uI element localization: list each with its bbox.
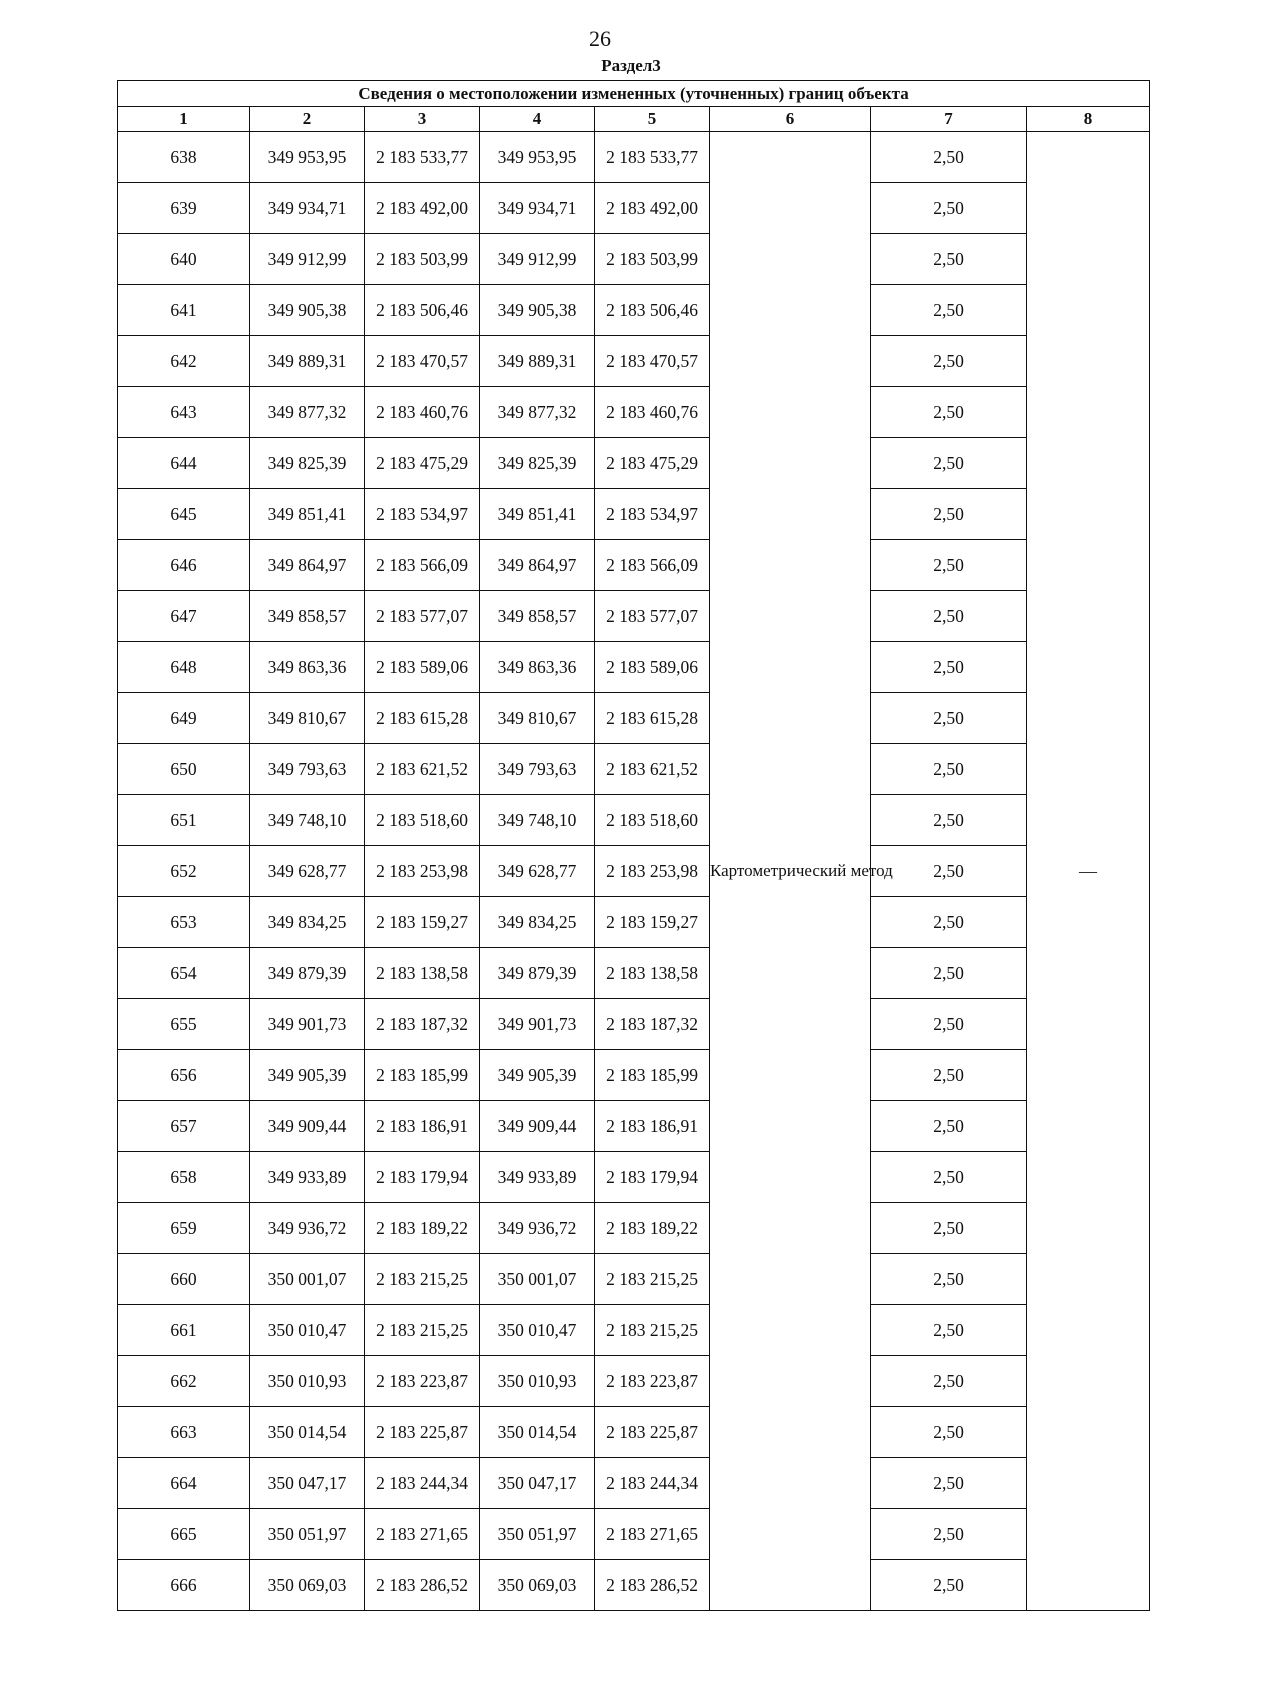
accuracy-cell: 2,50: [871, 1050, 1027, 1101]
accuracy-cell: 2,50: [871, 1152, 1027, 1203]
column-number: 7: [871, 107, 1027, 132]
table-row: [118, 489, 1150, 540]
x-old-cell: 349 905,38: [250, 285, 365, 336]
y-new-cell: 2 183 589,06: [595, 642, 710, 693]
x-old-cell: 349 936,72: [250, 1203, 365, 1254]
accuracy-cell: 2,50: [871, 1560, 1027, 1611]
accuracy-cell: 2,50: [871, 591, 1027, 642]
x-old-cell: 349 748,10: [250, 795, 365, 846]
y-old-cell: 2 183 215,25: [365, 1305, 480, 1356]
x-new-cell: 350 051,97: [480, 1509, 595, 1560]
point-number-cell: 647: [118, 591, 250, 642]
table-row: [118, 693, 1150, 744]
y-new-cell: 2 183 215,25: [595, 1254, 710, 1305]
x-new-cell: 350 014,54: [480, 1407, 595, 1458]
point-number-cell: 663: [118, 1407, 250, 1458]
x-old-cell: 350 047,17: [250, 1458, 365, 1509]
column-number: 4: [480, 107, 595, 132]
table-row: [118, 285, 1150, 336]
point-number-cell: 643: [118, 387, 250, 438]
y-old-cell: 2 183 518,60: [365, 795, 480, 846]
x-old-cell: 350 001,07: [250, 1254, 365, 1305]
point-number-cell: 646: [118, 540, 250, 591]
table-row: [118, 438, 1150, 489]
accuracy-cell: 2,50: [871, 540, 1027, 591]
x-old-cell: 349 905,39: [250, 1050, 365, 1101]
x-new-cell: 349 934,71: [480, 183, 595, 234]
x-old-cell: 349 858,57: [250, 591, 365, 642]
point-number-cell: 657: [118, 1101, 250, 1152]
point-number-cell: 661: [118, 1305, 250, 1356]
x-old-cell: 349 834,25: [250, 897, 365, 948]
y-new-cell: 2 183 286,52: [595, 1560, 710, 1611]
table-title: Сведения о местоположении измененных (уточненных) границ объекта: [118, 81, 1150, 107]
y-new-cell: 2 183 159,27: [595, 897, 710, 948]
point-number-cell: 640: [118, 234, 250, 285]
table-row: [118, 591, 1150, 642]
x-old-cell: 349 810,67: [250, 693, 365, 744]
y-new-cell: 2 183 179,94: [595, 1152, 710, 1203]
x-old-cell: 349 877,32: [250, 387, 365, 438]
y-new-cell: 2 183 223,87: [595, 1356, 710, 1407]
table-row: [118, 1560, 1150, 1611]
table-row: [118, 1152, 1150, 1203]
point-number-cell: 645: [118, 489, 250, 540]
x-old-cell: 350 010,93: [250, 1356, 365, 1407]
x-new-cell: 349 933,89: [480, 1152, 595, 1203]
table-row: [118, 846, 1150, 897]
y-old-cell: 2 183 566,09: [365, 540, 480, 591]
x-old-cell: 349 864,97: [250, 540, 365, 591]
point-number-cell: 641: [118, 285, 250, 336]
column-number: 6: [710, 107, 871, 132]
x-old-cell: 349 793,63: [250, 744, 365, 795]
x-old-cell: 349 628,77: [250, 846, 365, 897]
table-row: [118, 1254, 1150, 1305]
table-row: [118, 1050, 1150, 1101]
point-number-cell: 652: [118, 846, 250, 897]
accuracy-cell: 2,50: [871, 1305, 1027, 1356]
x-new-cell: 349 825,39: [480, 438, 595, 489]
accuracy-cell: 2,50: [871, 999, 1027, 1050]
point-number-cell: 651: [118, 795, 250, 846]
y-old-cell: 2 183 286,52: [365, 1560, 480, 1611]
y-new-cell: 2 183 475,29: [595, 438, 710, 489]
table-row: [118, 1305, 1150, 1356]
point-number-cell: 659: [118, 1203, 250, 1254]
table-row: [118, 1407, 1150, 1458]
y-old-cell: 2 183 225,87: [365, 1407, 480, 1458]
x-new-cell: 349 905,39: [480, 1050, 595, 1101]
y-new-cell: 2 183 138,58: [595, 948, 710, 999]
accuracy-cell: 2,50: [871, 234, 1027, 285]
y-new-cell: 2 183 186,91: [595, 1101, 710, 1152]
x-new-cell: 349 936,72: [480, 1203, 595, 1254]
accuracy-cell: 2,50: [871, 1254, 1027, 1305]
point-number-cell: 638: [118, 132, 250, 183]
table-row: [118, 948, 1150, 999]
y-old-cell: 2 183 189,22: [365, 1203, 480, 1254]
x-new-cell: 349 905,38: [480, 285, 595, 336]
accuracy-cell: 2,50: [871, 1101, 1027, 1152]
x-old-cell: 349 953,95: [250, 132, 365, 183]
accuracy-cell: 2,50: [871, 183, 1027, 234]
y-new-cell: 2 183 189,22: [595, 1203, 710, 1254]
column-number: 8: [1027, 107, 1150, 132]
x-new-cell: 349 834,25: [480, 897, 595, 948]
table-row: [118, 1509, 1150, 1560]
table-row: [118, 1101, 1150, 1152]
table-row: [118, 1458, 1150, 1509]
y-new-cell: 2 183 492,00: [595, 183, 710, 234]
y-new-cell: 2 183 566,09: [595, 540, 710, 591]
point-number-cell: 658: [118, 1152, 250, 1203]
table-row: [118, 999, 1150, 1050]
accuracy-cell: 2,50: [871, 285, 1027, 336]
x-new-cell: 350 069,03: [480, 1560, 595, 1611]
table-row: [118, 1356, 1150, 1407]
point-number-cell: 644: [118, 438, 250, 489]
table-row: [118, 540, 1150, 591]
y-new-cell: 2 183 533,77: [595, 132, 710, 183]
x-new-cell: 349 889,31: [480, 336, 595, 387]
x-old-cell: 349 901,73: [250, 999, 365, 1050]
x-new-cell: 349 877,32: [480, 387, 595, 438]
accuracy-cell: 2,50: [871, 489, 1027, 540]
point-number-cell: 656: [118, 1050, 250, 1101]
x-old-cell: 350 069,03: [250, 1560, 365, 1611]
point-number-cell: 650: [118, 744, 250, 795]
accuracy-cell: 2,50: [871, 846, 1027, 897]
table-row: [118, 897, 1150, 948]
column-number: 1: [118, 107, 250, 132]
x-old-cell: 349 851,41: [250, 489, 365, 540]
y-new-cell: 2 183 470,57: [595, 336, 710, 387]
y-old-cell: 2 183 138,58: [365, 948, 480, 999]
table-row: [118, 183, 1150, 234]
table-row: [118, 795, 1150, 846]
point-number-cell: 655: [118, 999, 250, 1050]
x-old-cell: 350 014,54: [250, 1407, 365, 1458]
y-new-cell: 2 183 518,60: [595, 795, 710, 846]
table-row: [118, 387, 1150, 438]
y-new-cell: 2 183 506,46: [595, 285, 710, 336]
point-number-cell: 660: [118, 1254, 250, 1305]
x-old-cell: 350 010,47: [250, 1305, 365, 1356]
coordinates-table: [117, 80, 1150, 1611]
accuracy-cell: 2,50: [871, 1509, 1027, 1560]
x-new-cell: 349 628,77: [480, 846, 595, 897]
x-new-cell: 350 010,47: [480, 1305, 595, 1356]
x-new-cell: 349 912,99: [480, 234, 595, 285]
y-old-cell: 2 183 492,00: [365, 183, 480, 234]
accuracy-cell: 2,50: [871, 438, 1027, 489]
y-new-cell: 2 183 271,65: [595, 1509, 710, 1560]
y-old-cell: 2 183 223,87: [365, 1356, 480, 1407]
y-new-cell: 2 183 615,28: [595, 693, 710, 744]
x-old-cell: 349 933,89: [250, 1152, 365, 1203]
y-old-cell: 2 183 159,27: [365, 897, 480, 948]
y-old-cell: 2 183 271,65: [365, 1509, 480, 1560]
section-label: Раздел3: [601, 56, 661, 75]
accuracy-cell: 2,50: [871, 1407, 1027, 1458]
y-new-cell: 2 183 185,99: [595, 1050, 710, 1101]
x-old-cell: 349 863,36: [250, 642, 365, 693]
x-new-cell: 349 858,57: [480, 591, 595, 642]
table-row: [118, 336, 1150, 387]
x-new-cell: 350 010,93: [480, 1356, 595, 1407]
y-old-cell: 2 183 577,07: [365, 591, 480, 642]
x-new-cell: 349 810,67: [480, 693, 595, 744]
y-old-cell: 2 183 460,76: [365, 387, 480, 438]
x-old-cell: 349 879,39: [250, 948, 365, 999]
method-cell: Картометрический метод: [710, 132, 871, 1611]
x-new-cell: 349 953,95: [480, 132, 595, 183]
y-new-cell: 2 183 621,52: [595, 744, 710, 795]
note-cell: —: [1027, 132, 1150, 1611]
column-number-row: [118, 107, 1150, 132]
accuracy-cell: 2,50: [871, 795, 1027, 846]
accuracy-cell: 2,50: [871, 336, 1027, 387]
x-new-cell: 349 851,41: [480, 489, 595, 540]
accuracy-cell: 2,50: [871, 132, 1027, 183]
page-number: 26: [589, 26, 611, 51]
y-new-cell: 2 183 215,25: [595, 1305, 710, 1356]
column-number: 3: [365, 107, 480, 132]
accuracy-cell: 2,50: [871, 642, 1027, 693]
point-number-cell: 664: [118, 1458, 250, 1509]
y-new-cell: 2 183 187,32: [595, 999, 710, 1050]
table-row: [118, 642, 1150, 693]
y-old-cell: 2 183 244,34: [365, 1458, 480, 1509]
x-old-cell: 349 934,71: [250, 183, 365, 234]
table-row: [118, 744, 1150, 795]
table-row: [118, 234, 1150, 285]
accuracy-cell: 2,50: [871, 387, 1027, 438]
y-new-cell: 2 183 534,97: [595, 489, 710, 540]
table-body: [118, 132, 1150, 1611]
x-new-cell: 350 001,07: [480, 1254, 595, 1305]
point-number-cell: 649: [118, 693, 250, 744]
x-old-cell: 349 889,31: [250, 336, 365, 387]
table-row: [118, 1203, 1150, 1254]
y-new-cell: 2 183 460,76: [595, 387, 710, 438]
accuracy-cell: 2,50: [871, 1458, 1027, 1509]
x-old-cell: 349 825,39: [250, 438, 365, 489]
point-number-cell: 648: [118, 642, 250, 693]
x-new-cell: 349 748,10: [480, 795, 595, 846]
y-old-cell: 2 183 179,94: [365, 1152, 480, 1203]
column-number: 5: [595, 107, 710, 132]
accuracy-cell: 2,50: [871, 693, 1027, 744]
y-old-cell: 2 183 187,32: [365, 999, 480, 1050]
x-new-cell: 349 863,36: [480, 642, 595, 693]
y-old-cell: 2 183 534,97: [365, 489, 480, 540]
y-new-cell: 2 183 503,99: [595, 234, 710, 285]
x-new-cell: 350 047,17: [480, 1458, 595, 1509]
y-new-cell: 2 183 225,87: [595, 1407, 710, 1458]
x-old-cell: 349 912,99: [250, 234, 365, 285]
x-new-cell: 349 864,97: [480, 540, 595, 591]
x-old-cell: 350 051,97: [250, 1509, 365, 1560]
y-old-cell: 2 183 475,29: [365, 438, 480, 489]
point-number-cell: 662: [118, 1356, 250, 1407]
x-old-cell: 349 909,44: [250, 1101, 365, 1152]
point-number-cell: 665: [118, 1509, 250, 1560]
y-new-cell: 2 183 253,98: [595, 846, 710, 897]
y-old-cell: 2 183 470,57: [365, 336, 480, 387]
table-row: [118, 132, 1150, 183]
y-old-cell: 2 183 253,98: [365, 846, 480, 897]
y-old-cell: 2 183 503,99: [365, 234, 480, 285]
point-number-cell: 666: [118, 1560, 250, 1611]
accuracy-cell: 2,50: [871, 744, 1027, 795]
point-number-cell: 653: [118, 897, 250, 948]
accuracy-cell: 2,50: [871, 948, 1027, 999]
accuracy-cell: 2,50: [871, 1203, 1027, 1254]
x-new-cell: 349 879,39: [480, 948, 595, 999]
y-old-cell: 2 183 621,52: [365, 744, 480, 795]
y-new-cell: 2 183 577,07: [595, 591, 710, 642]
point-number-cell: 639: [118, 183, 250, 234]
y-old-cell: 2 183 185,99: [365, 1050, 480, 1101]
x-new-cell: 349 793,63: [480, 744, 595, 795]
y-old-cell: 2 183 533,77: [365, 132, 480, 183]
x-new-cell: 349 909,44: [480, 1101, 595, 1152]
y-new-cell: 2 183 244,34: [595, 1458, 710, 1509]
accuracy-cell: 2,50: [871, 897, 1027, 948]
accuracy-cell: 2,50: [871, 1356, 1027, 1407]
x-new-cell: 349 901,73: [480, 999, 595, 1050]
y-old-cell: 2 183 186,91: [365, 1101, 480, 1152]
point-number-cell: 654: [118, 948, 250, 999]
column-number: 2: [250, 107, 365, 132]
y-old-cell: 2 183 215,25: [365, 1254, 480, 1305]
y-old-cell: 2 183 506,46: [365, 285, 480, 336]
y-old-cell: 2 183 615,28: [365, 693, 480, 744]
y-old-cell: 2 183 589,06: [365, 642, 480, 693]
point-number-cell: 642: [118, 336, 250, 387]
